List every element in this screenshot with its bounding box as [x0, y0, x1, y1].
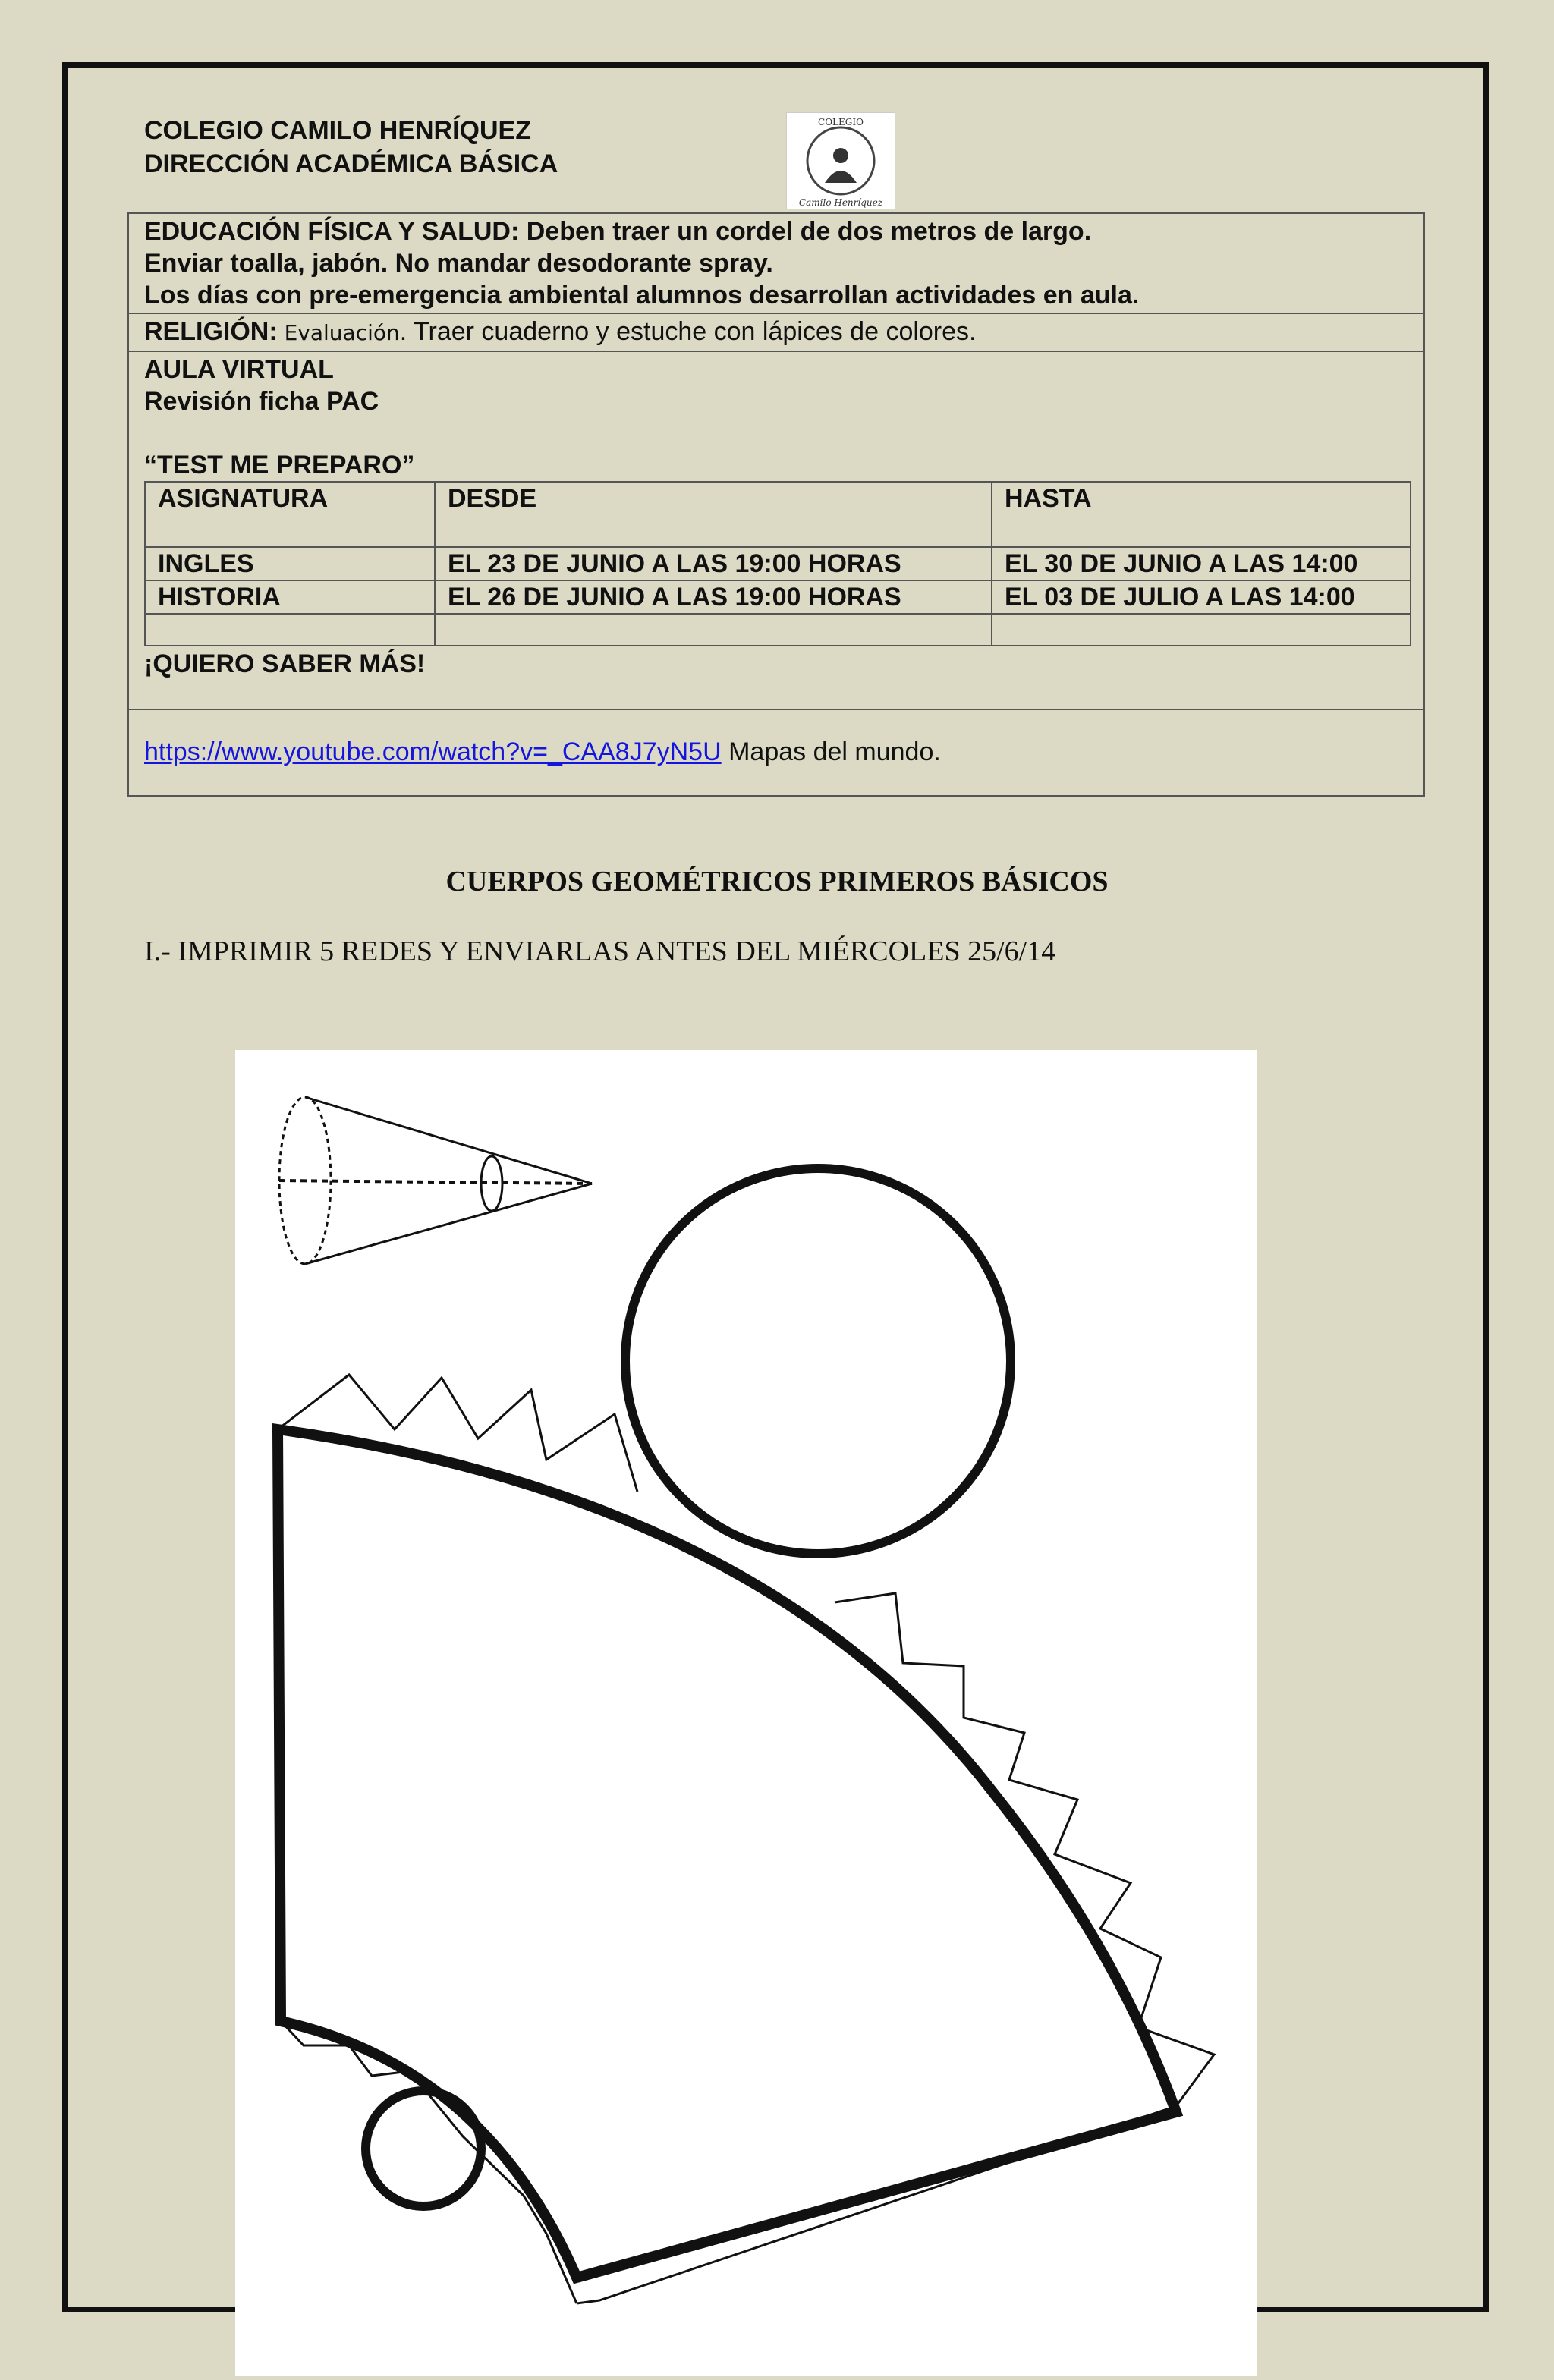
- school-name: COLEGIO CAMILO HENRÍQUEZ: [144, 116, 531, 145]
- glue-tabs: [278, 1375, 1214, 2303]
- table-cell: EL 30 DE JUNIO A LAS 14:00: [992, 547, 1411, 580]
- table-row: [145, 580, 1411, 614]
- cone-3d-sketch: [279, 1097, 592, 1264]
- youtube-link[interactable]: https://www.youtube.com/watch?v=_CAA8J7yN5U: [144, 737, 722, 766]
- section-heading: CUERPOS GEOMÉTRICOS PRIMEROS BÁSICOS: [445, 866, 1109, 898]
- school-logo: [786, 112, 895, 209]
- table-cell: EL 23 DE JUNIO A LAS 19:00 HORAS: [435, 547, 992, 580]
- ef-line2: Enviar toalla, jabón. No mandar desodorante spray.: [144, 249, 773, 278]
- ef-line3: Los días con pre-emergencia ambiental alumnos desarrollan actividades en aula.: [144, 281, 1140, 310]
- header-cell: HASTA: [992, 482, 1411, 547]
- table-row: [145, 547, 1411, 580]
- saber-mas-label: ¡QUIERO SABER MÁS!: [144, 649, 426, 678]
- instruction-text: I.- IMPRIMIR 5 REDES Y ENVIARLAS ANTES DEL MIÉRCOLES 25/6/14: [144, 935, 1056, 967]
- table-cell: [145, 614, 435, 646]
- table-cell: INGLES: [145, 547, 435, 580]
- aula-title: AULA VIRTUAL: [144, 355, 334, 384]
- aula-subtitle: Revisión ficha PAC: [144, 387, 379, 416]
- test-table-header: [145, 482, 1411, 547]
- religion-title: RELIGIÓN:: [144, 317, 278, 346]
- logo-text-bottom: Camilo Henríquez: [798, 197, 883, 208]
- ef-title: EDUCACIÓN FÍSICA Y SALUD:: [144, 217, 520, 246]
- cone-lateral-sector: [278, 1429, 1176, 2278]
- religion-text: . Traer cuaderno y estuche con lápices de colores.: [399, 317, 977, 346]
- notices-table: [127, 212, 1425, 797]
- cone-net-figure: [235, 1050, 1257, 2376]
- test-table: [144, 481, 1411, 646]
- cone-base-circle: [625, 1168, 1011, 1554]
- header-cell: ASIGNATURA: [145, 482, 435, 547]
- department-name: DIRECCIÓN ACADÉMICA BÁSICA: [144, 149, 558, 178]
- cone-net-drawing: [235, 1050, 1257, 2376]
- link-description: Mapas del mundo.: [721, 737, 941, 766]
- school-header: [144, 114, 558, 181]
- test-title: “TEST ME PREPARO”: [144, 451, 415, 479]
- religion-section: [129, 314, 1423, 352]
- table-cell: EL 03 DE JULIO A LAS 14:00: [992, 580, 1411, 614]
- link-section: [129, 710, 1423, 795]
- religion-eval: Evaluación: [277, 320, 400, 345]
- ef-section: [129, 214, 1423, 314]
- table-row: [145, 614, 1411, 646]
- logo-text-top: COLEGIO: [818, 117, 864, 127]
- table-cell: [435, 614, 992, 646]
- table-cell: HISTORIA: [145, 580, 435, 614]
- header-cell: DESDE: [435, 482, 992, 547]
- ef-line1: Deben traer un cordel de dos metros de largo.: [519, 217, 1092, 246]
- table-cell: EL 26 DE JUNIO A LAS 19:00 HORAS: [435, 580, 992, 614]
- aula-section: [129, 352, 1423, 710]
- table-cell: [992, 614, 1411, 646]
